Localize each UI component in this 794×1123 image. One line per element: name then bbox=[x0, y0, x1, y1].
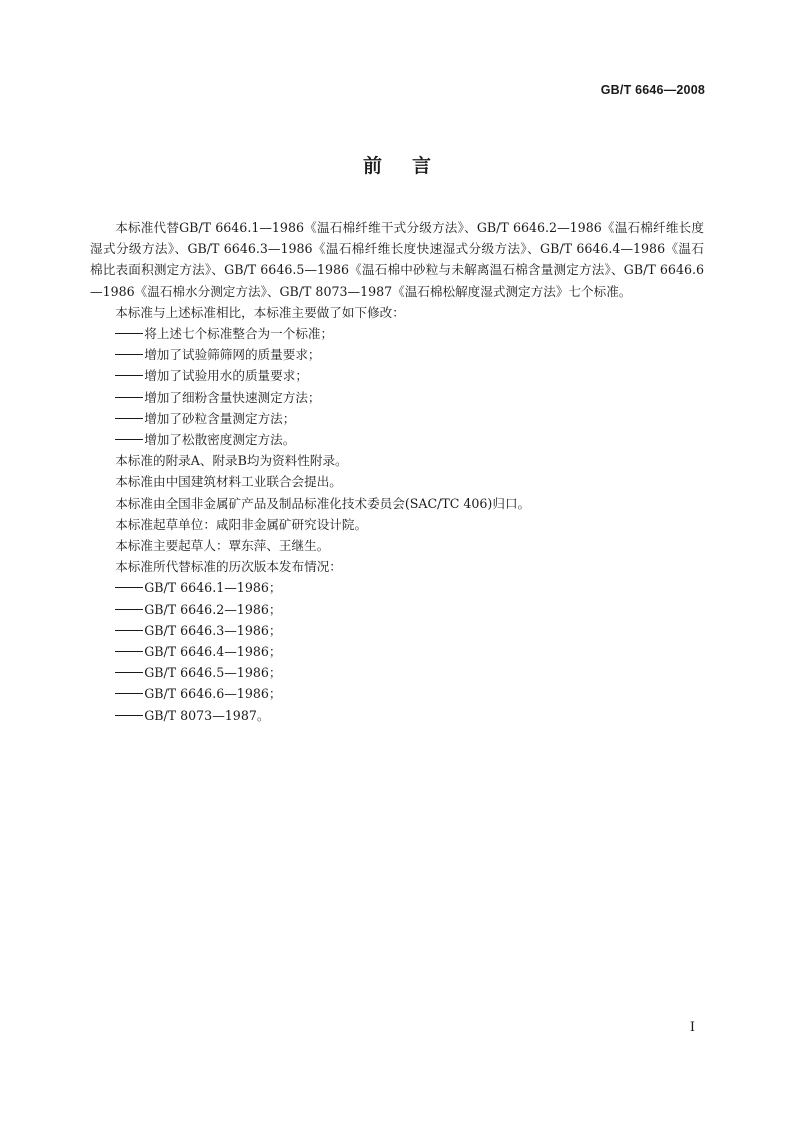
list-item: GB/T 6646.4—1986； bbox=[90, 641, 704, 662]
dash-mark bbox=[115, 672, 143, 673]
list-item: GB/T 8073—1987。 bbox=[90, 705, 704, 726]
document-body bbox=[90, 217, 704, 726]
drafting-unit-statement: 本标准起草单位：咸阳非金属矿研究设计院。 bbox=[115, 516, 368, 532]
dash-mark bbox=[115, 375, 143, 376]
list-item: 增加了砂粒含量测定方法； bbox=[90, 408, 704, 429]
dash-mark bbox=[115, 587, 143, 588]
list-item: GB/T 6646.5—1986； bbox=[90, 662, 704, 683]
intro-paragraph: 本标准代替GB/T 6646.1—1986《温石棉纤维干式分级方法》、GB/T 6646.2—1986《温石棉纤维长度湿式分级方法》、GB/T 6646.3—1986《温石棉纤维长度快速湿式分级方法》、GB/T 6646.4—1986《温石棉比表面积测定方法》、GB/T 6646.5—1986《温石棉中砂粒与未解离温石棉含量测定方法》、GB/T 6646.6—1986《温石棉水分测定方法》、GB/T 8073—1987《温石棉松解度湿式测定方法》七个标准。 bbox=[90, 220, 704, 299]
page-number: I bbox=[689, 1020, 695, 1035]
list-item: GB/T 6646.3—1986； bbox=[90, 620, 704, 641]
administrator-statement: 本标准由全国非金属矿产品及制品标准化技术委员会(SAC/TC 406)归口。 bbox=[115, 495, 531, 511]
appendix-statement: 本标准的附录A、附录B均为资料性附录。 bbox=[115, 453, 348, 469]
dash-mark bbox=[115, 397, 143, 398]
dash-mark bbox=[115, 715, 143, 716]
list-item: 将上述七个标准整合为一个标准； bbox=[90, 323, 704, 344]
history-list bbox=[90, 577, 704, 725]
page-title: 前言 bbox=[362, 155, 461, 177]
dash-mark bbox=[115, 354, 143, 355]
list-item: GB/T 6646.2—1986； bbox=[90, 599, 704, 620]
dash-mark bbox=[115, 693, 143, 694]
standard-number: GB/T 6646—2008 bbox=[600, 83, 705, 97]
list-item: 增加了松散密度测定方法。 bbox=[90, 429, 704, 450]
proposer-statement: 本标准由中国建筑材料工业联合会提出。 bbox=[115, 474, 342, 490]
changes-intro: 本标准与上述标准相比，本标准主要做了如下修改： bbox=[115, 304, 405, 320]
list-item: GB/T 6646.6—1986； bbox=[90, 683, 704, 704]
list-item: 增加了细粉含量快速测定方法； bbox=[90, 387, 704, 408]
drafters-statement: 本标准主要起草人：覃东萍、王继生。 bbox=[115, 538, 330, 554]
dash-mark bbox=[115, 333, 143, 334]
list-item: 增加了试验用水的质量要求； bbox=[90, 365, 704, 386]
dash-mark bbox=[115, 439, 143, 440]
dash-mark bbox=[115, 609, 143, 610]
dash-mark bbox=[115, 418, 143, 419]
changes-list bbox=[90, 323, 704, 450]
dash-mark bbox=[115, 651, 143, 652]
list-item: 增加了试验筛筛网的质量要求； bbox=[90, 344, 704, 365]
list-item: GB/T 6646.1—1986； bbox=[90, 577, 704, 598]
dash-mark bbox=[115, 630, 143, 631]
history-intro: 本标准所代替标准的历次版本发布情况： bbox=[115, 559, 342, 575]
